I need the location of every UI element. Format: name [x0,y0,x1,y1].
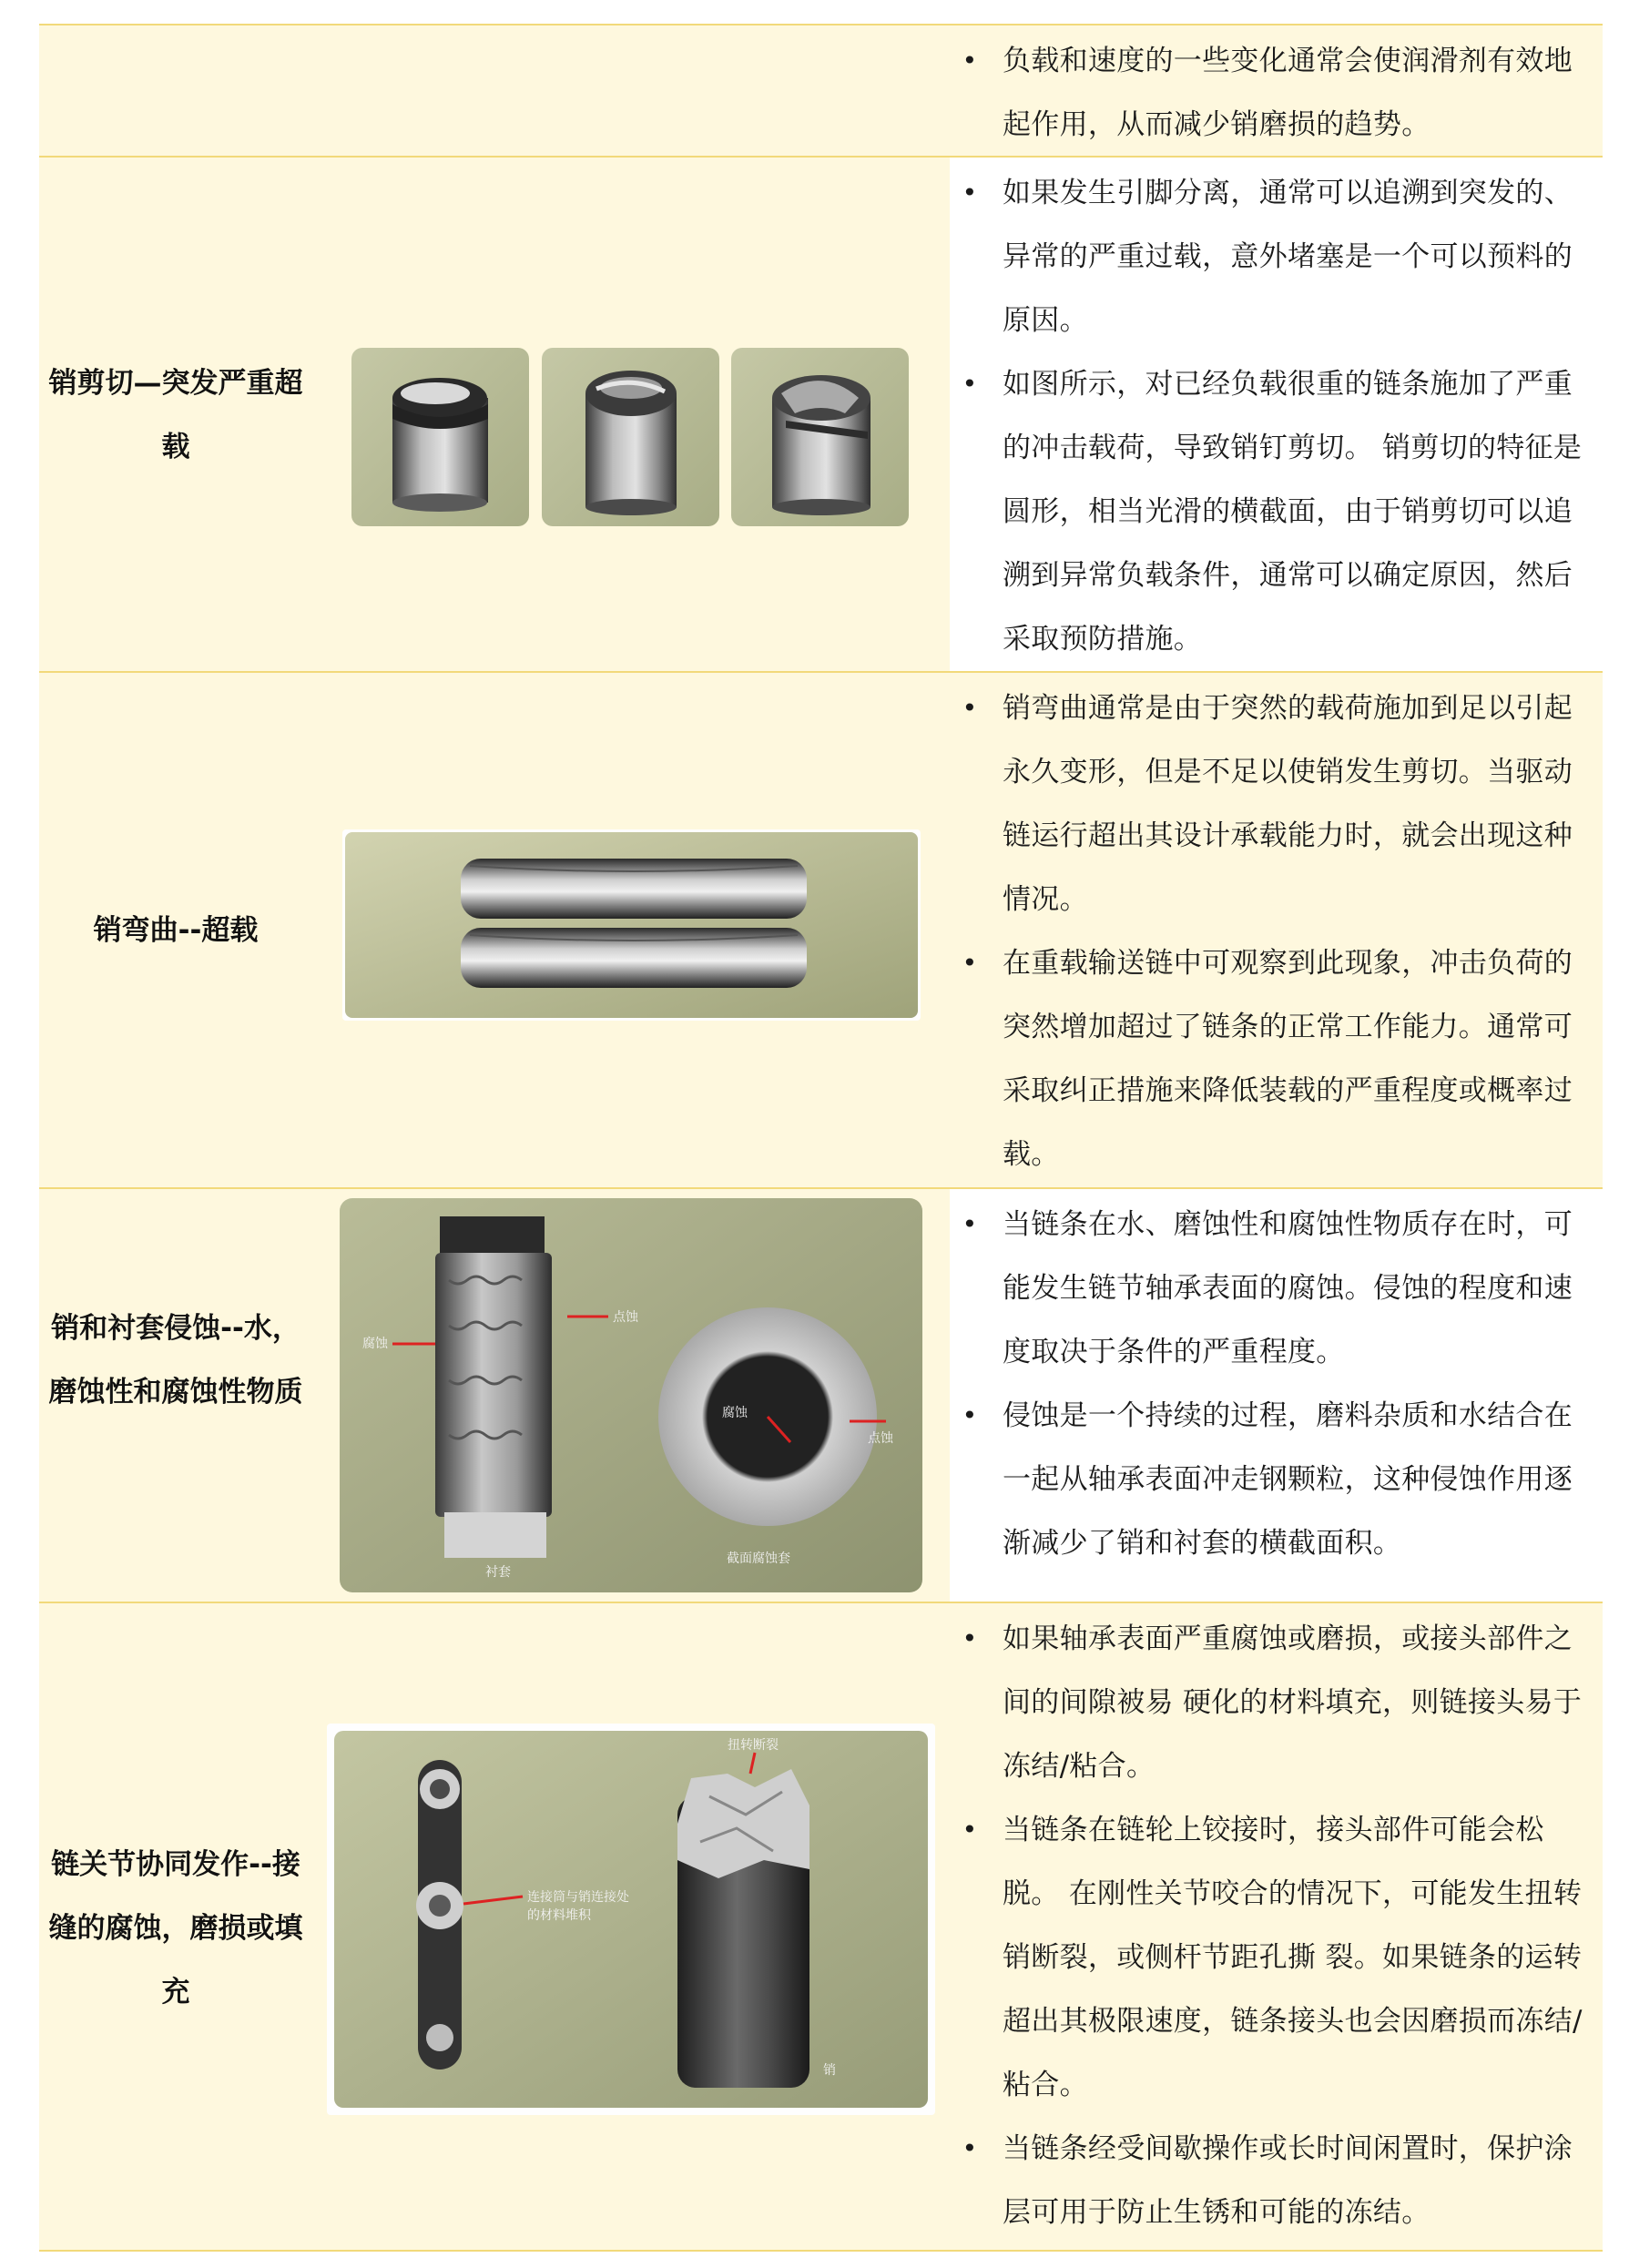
bullet-text: 当链条在水、磨蚀性和腐蚀性物质存在时，可能发生链节轴承表面的腐蚀。侵蚀的程度和速度取决于条件的严重程度。 [1003,1208,1573,1368]
bullet-text: 侵蚀是一个持续的过程，磨料杂质和水结合在一起从轴承表面冲走钢颗粒，这种侵蚀作用逐渐减少了销和衬套的横截面积。 [1003,1399,1573,1560]
bullet-dot: • [962,369,978,399]
caption-material: 连接筒与销连接处 [527,1890,629,1905]
bullet-list [950,1607,1587,2244]
bullet-item [950,676,1587,931]
caption-section: 截面腐蚀套 [727,1551,790,1566]
bullet-text: 如果轴承表面严重腐蚀或磨损，或接头部件之间的间隙被易 硬化的材料填充，则链接头易于冻结/粘合。 [1003,1622,1583,1783]
table-row-pin-bending [39,671,1603,1187]
erosion-photo [340,1198,922,1592]
bullet-item [950,1607,1587,1798]
bullet-item [950,161,1587,352]
bullet-item [950,1193,1587,1384]
table-row-erosion [39,1187,1603,1602]
bullet-item [950,931,1587,1186]
bullet-item [950,1798,1587,2117]
row-title: 销弯曲--超载 [93,914,259,947]
table-row-joint-seizure [39,1602,1603,2252]
bullet-list [950,29,1587,157]
bullet-item [950,29,1587,157]
bullet-list [950,676,1587,1186]
sheared-pin-photo-3 [731,348,909,526]
row-title: 销和衬套侵蚀--水，磨蚀性和腐蚀性物质 [48,1312,303,1409]
row-title: 销剪切—突发严重超载 [48,367,303,463]
bullet-dot: • [962,2133,978,2163]
row-title: 链关节协同发作--接缝的腐蚀，磨损或填充 [48,1848,303,2009]
bullet-dot: • [962,693,978,723]
caption-corrosion: 腐蚀 [362,1337,388,1351]
bullet-item [950,1384,1587,1575]
bullet-item [950,352,1587,671]
bullet-dot: • [962,1209,978,1239]
caption-material-2: 的材料堆积 [527,1908,591,1923]
bullet-dot: • [962,1400,978,1430]
bullet-dot: • [962,948,978,978]
bullet-list [950,1193,1587,1575]
sheared-pin-photo-2 [542,348,719,526]
caption-torsion: 扭转断裂 [728,1738,779,1753]
bullet-dot: • [962,1623,978,1653]
bullet-text: 如果发生引脚分离，通常可以追溯到突发的、异常的严重过载，意外堵塞是一个可以预料的原因。 [1003,177,1573,337]
caption-pitting: 点蚀 [613,1310,638,1325]
table-row-pin-shear [39,156,1603,671]
caption-pin: 销 [823,2063,836,2078]
bullet-text: 负载和速度的一些变化通常会使润滑剂有效地起作用，从而减少销磨损的趋势。 [1003,45,1573,141]
table-row-lubrication [39,24,1603,156]
bent-pin-photo [342,829,921,1021]
joint-seizure-photo [327,1724,935,2115]
bullet-text: 销弯曲通常是由于突然的载荷施加到足以引起永久变形，但是不足以使销发生剪切。当驱动链运行超出其设计承载能力时，就会出现这种情况。 [1003,692,1573,916]
bullet-text: 如图所示，对已经负载很重的链条施加了严重的冲击载荷，导致销钉剪切。 销剪切的特征是圆形，相当光滑的横截面，由于销剪切可以追溯到异常负载条件，通常可以确定原因，然后采取预防措施。 [1003,368,1583,656]
bullet-item [950,2117,1587,2244]
bullet-text: 当链条经受间歇操作或长时间闲置时，保护涂层可用于防止生锈和可能的冻结。 [1003,2132,1573,2229]
caption-pitting-ring: 点蚀 [868,1431,893,1446]
bullet-text: 在重载输送链中可观察到此现象，冲击负荷的突然增加超过了链条的正常工作能力。通常可采取纠正措施来降低装载的严重程度或概率过载。 [1003,947,1573,1171]
bullet-dot: • [962,46,978,76]
bullet-text: 当链条在链轮上铰接时，接头部件可能会松脱。 在刚性关节咬合的情况下，可能发生扭转销断裂，或侧杆节距孔撕 裂。如果链条的运转超出其极限速度，链条接头也会因磨损而冻结/粘合。 [1003,1814,1583,2101]
bullet-list [950,161,1587,671]
bullet-dot: • [962,1815,978,1845]
caption-bushing: 衬套 [485,1565,511,1580]
bullet-dot: • [962,178,978,208]
caption-corrosion-ring: 腐蚀 [722,1406,748,1420]
sheared-pin-photo-1 [351,348,529,526]
